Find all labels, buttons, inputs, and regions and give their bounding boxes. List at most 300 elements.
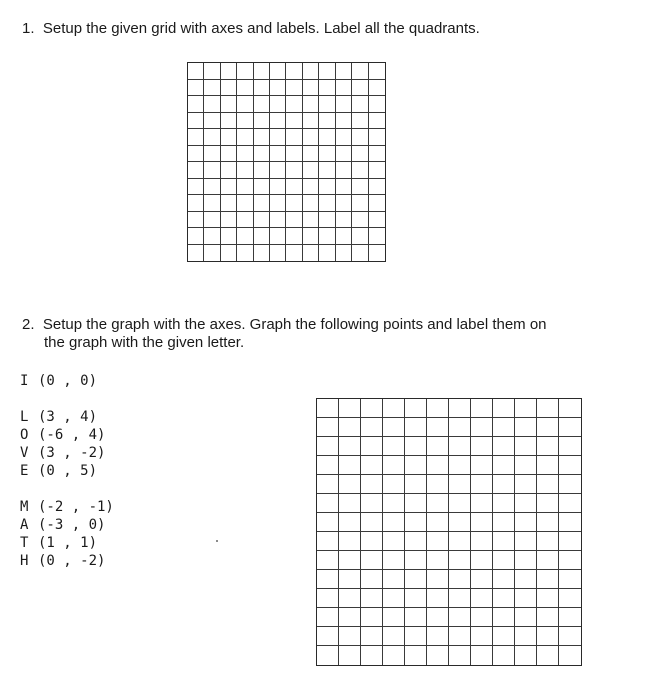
grid-2-cell — [471, 494, 493, 513]
point-coordinates: (-2 , -1) — [38, 499, 114, 515]
grid-2-cell — [383, 494, 405, 513]
grid-2-cell — [361, 589, 383, 608]
grid-2-cell — [317, 399, 339, 418]
question-1-number: 1. — [22, 20, 35, 37]
point-letter: T — [20, 535, 29, 551]
question-2-prompt-continued — [44, 334, 244, 352]
grid-1-cell — [221, 212, 237, 229]
grid-1-cell — [254, 228, 270, 245]
grid-1-cell — [352, 162, 368, 179]
grid-1-cell — [352, 129, 368, 146]
grid-1-cell — [286, 146, 302, 163]
grid-2-cell — [339, 399, 361, 418]
grid-1-cell — [319, 129, 335, 146]
grid-1-cell — [270, 195, 286, 212]
grid-2-cell — [449, 646, 471, 665]
grid-1-cell — [221, 96, 237, 113]
grid-1-cell — [303, 63, 319, 80]
grid-2-cell — [515, 627, 537, 646]
grid-1-cell — [352, 63, 368, 80]
grid-1-cell — [270, 80, 286, 97]
grid-2-cell — [405, 608, 427, 627]
grid-1-cell — [204, 146, 220, 163]
grid-1-cell — [188, 162, 204, 179]
grid-1-cell — [188, 228, 204, 245]
grid-1-cell — [286, 195, 302, 212]
grid-2-cell — [339, 456, 361, 475]
grid-1-cell — [319, 245, 335, 262]
point-coordinates: (0 , 5) — [38, 463, 98, 479]
grid-2-cell — [449, 475, 471, 494]
grid-2-cell — [493, 399, 515, 418]
grid-2-cell — [537, 551, 559, 570]
grid-1-cell — [286, 96, 302, 113]
grid-2-cell — [427, 646, 449, 665]
point-item — [20, 516, 114, 534]
grid-1-cell — [270, 179, 286, 196]
grid-2-cell — [471, 456, 493, 475]
grid-2-cell — [471, 513, 493, 532]
grid-2-cell — [317, 646, 339, 665]
grid-1-cell — [286, 63, 302, 80]
grid-2-cell — [383, 475, 405, 494]
grid-1-cell — [319, 162, 335, 179]
grid-2-cell — [317, 456, 339, 475]
grid-1-cell — [286, 179, 302, 196]
grid-2-cell — [427, 532, 449, 551]
grid-1-cell — [204, 129, 220, 146]
grid-2-cell — [361, 399, 383, 418]
grid-2-cell — [493, 627, 515, 646]
grid-2-cell — [361, 551, 383, 570]
grid-1-cell — [254, 146, 270, 163]
grid-2-cell — [515, 646, 537, 665]
grid-1-cell — [221, 129, 237, 146]
grid-2-cell — [383, 399, 405, 418]
grid-2-cell — [493, 494, 515, 513]
grid-2-cell — [405, 513, 427, 532]
grid-1-cell — [319, 212, 335, 229]
grid-1-cell — [270, 96, 286, 113]
grid-2-cell — [471, 437, 493, 456]
grid-1-cell — [188, 195, 204, 212]
grid-2-cell — [559, 570, 581, 589]
grid-1-cell — [204, 179, 220, 196]
grid-1-cell — [221, 113, 237, 130]
grid-1-cell — [352, 245, 368, 262]
grid-2-cell — [361, 437, 383, 456]
grid-1-cell — [254, 63, 270, 80]
grid-2-cell — [493, 437, 515, 456]
point-coordinates: (0 , 0) — [38, 373, 98, 389]
grid-1-cell — [369, 212, 385, 229]
grid-1-cell — [336, 179, 352, 196]
grid-2-cell — [383, 418, 405, 437]
grid-2-cell — [405, 494, 427, 513]
grid-2-cell — [559, 532, 581, 551]
stray-mark — [216, 540, 218, 542]
grid-1-cell — [221, 179, 237, 196]
grid-1-cell — [237, 129, 253, 146]
grid-1-cell — [270, 146, 286, 163]
grid-2-cell — [317, 627, 339, 646]
grid-1-cell — [352, 228, 368, 245]
grid-2-cell — [449, 437, 471, 456]
point-item — [20, 552, 114, 570]
grid-2-cell — [515, 418, 537, 437]
grid-2-cell — [361, 570, 383, 589]
grid-2-cell — [405, 646, 427, 665]
grid-2-cell — [361, 513, 383, 532]
grid-2-cell — [493, 532, 515, 551]
grid-2-cell — [493, 513, 515, 532]
point-coordinates: (1 , 1) — [38, 535, 98, 551]
grid-1-cell — [237, 195, 253, 212]
grid-2-cell — [339, 551, 361, 570]
grid-1-cell — [254, 179, 270, 196]
grid-2-cell — [515, 532, 537, 551]
grid-1-cell — [270, 245, 286, 262]
grid-1-cell — [369, 228, 385, 245]
grid-2-cell — [361, 475, 383, 494]
grid-2-cell — [405, 551, 427, 570]
grid-2-cell — [537, 570, 559, 589]
grid-1-cell — [204, 212, 220, 229]
grid-1-cell — [336, 146, 352, 163]
grid-1-cell — [336, 195, 352, 212]
point-letter: H — [20, 553, 29, 569]
point-coordinates: (3 , 4) — [38, 409, 98, 425]
grid-2-cell — [559, 456, 581, 475]
grid-2-cell — [405, 475, 427, 494]
grid-2-cell — [537, 475, 559, 494]
grid-1-cell — [286, 228, 302, 245]
grid-2-cell — [493, 456, 515, 475]
grid-2-cell — [383, 456, 405, 475]
grid-1-cell — [237, 245, 253, 262]
grid-1-cell — [188, 63, 204, 80]
grid-2-cell — [339, 570, 361, 589]
grid-2-cell — [427, 456, 449, 475]
point-coordinates: (3 , -2) — [38, 445, 106, 461]
grid-2-cell — [449, 513, 471, 532]
grid-1-cell — [204, 63, 220, 80]
grid-1-cell — [336, 63, 352, 80]
grid-1-cell — [237, 96, 253, 113]
grid-2-cell — [361, 532, 383, 551]
grid-2-cell — [537, 513, 559, 532]
question-1-prompt — [22, 20, 480, 38]
grid-1-cell — [237, 113, 253, 130]
grid-2-cell — [493, 418, 515, 437]
grid-1-cell — [204, 162, 220, 179]
grid-1-cell — [352, 96, 368, 113]
grid-1-cell — [221, 228, 237, 245]
grid-2-cell — [449, 399, 471, 418]
grid-2-cell — [559, 494, 581, 513]
grid-2-cell — [405, 437, 427, 456]
grid-2-cell — [383, 513, 405, 532]
grid-2-cell — [449, 608, 471, 627]
grid-2-cell — [493, 475, 515, 494]
grid-1-cell — [188, 80, 204, 97]
grid-2-cell — [339, 494, 361, 513]
grid-2-cell — [427, 627, 449, 646]
point-letter: A — [20, 517, 29, 533]
grid-2-cell — [427, 475, 449, 494]
grid-2-cell — [537, 627, 559, 646]
grid-1-cell — [188, 212, 204, 229]
grid-1-cell — [254, 212, 270, 229]
grid-1-cell — [254, 113, 270, 130]
grid-2-cell — [537, 608, 559, 627]
grid-2-cell — [405, 418, 427, 437]
grid-1-cell — [303, 96, 319, 113]
point-letter: L — [20, 409, 29, 425]
grid-1-cell — [221, 80, 237, 97]
grid-2-cell — [427, 494, 449, 513]
grid-2-cell — [383, 551, 405, 570]
grid-2-cell — [537, 418, 559, 437]
grid-1-cell — [270, 162, 286, 179]
grid-2-cell — [427, 399, 449, 418]
grid-1-cell — [303, 146, 319, 163]
group-spacer — [20, 480, 114, 498]
question-2-number: 2. — [22, 316, 35, 333]
grid-2-cell — [471, 532, 493, 551]
grid-2-cell — [493, 570, 515, 589]
grid-1-cell — [336, 129, 352, 146]
grid-1-cell — [319, 146, 335, 163]
grid-1-cell — [369, 245, 385, 262]
grid-2-cell — [339, 532, 361, 551]
grid-1-cell — [369, 80, 385, 97]
grid-2-cell — [317, 608, 339, 627]
grid-2-cell — [471, 418, 493, 437]
grid-2-cell — [471, 608, 493, 627]
grid-2-cell — [449, 551, 471, 570]
grid-2-cell — [493, 646, 515, 665]
grid-2-cell — [317, 513, 339, 532]
grid-2-cell — [537, 532, 559, 551]
grid-2-cell — [471, 475, 493, 494]
grid-1-cell — [237, 228, 253, 245]
grid-2-cell — [427, 437, 449, 456]
grid-2-cell — [427, 418, 449, 437]
grid-1-cell — [286, 162, 302, 179]
grid-1-cell — [319, 96, 335, 113]
grid-2-cell — [361, 418, 383, 437]
grid-2-cell — [471, 627, 493, 646]
grid-1-cell — [270, 212, 286, 229]
grid-1-cell — [270, 63, 286, 80]
grid-1-cell — [221, 245, 237, 262]
grid-2-cell — [317, 532, 339, 551]
point-letter: M — [20, 499, 29, 515]
question-1-grid — [187, 62, 386, 262]
question-2-text-line-1: Setup the graph with the axes. Graph the following points and label them on — [42, 316, 547, 333]
grid-2-cell — [559, 513, 581, 532]
question-1-text: Setup the given grid with axes and labels. Label all the quadrants. — [42, 20, 480, 37]
grid-2-cell — [537, 494, 559, 513]
grid-2-cell — [515, 399, 537, 418]
grid-1-cell — [237, 146, 253, 163]
grid-2-cell — [559, 551, 581, 570]
grid-2-cell — [339, 589, 361, 608]
grid-2-cell — [449, 627, 471, 646]
grid-2-cell — [559, 475, 581, 494]
grid-2-cell — [515, 437, 537, 456]
grid-2-cell — [559, 646, 581, 665]
grid-2-cell — [559, 589, 581, 608]
grid-1-cell — [369, 162, 385, 179]
grid-2-cell — [537, 399, 559, 418]
grid-1-cell — [237, 63, 253, 80]
grid-1-cell — [254, 245, 270, 262]
grid-2-cell — [537, 437, 559, 456]
grid-1-cell — [319, 113, 335, 130]
grid-2-cell — [383, 608, 405, 627]
grid-1-cell — [303, 212, 319, 229]
grid-2-cell — [537, 646, 559, 665]
grid-2-cell — [317, 475, 339, 494]
grid-2-cell — [515, 456, 537, 475]
grid-1-cell — [303, 113, 319, 130]
grid-1-cell — [303, 80, 319, 97]
grid-2-cell — [537, 589, 559, 608]
point-coordinates: (-3 , 0) — [38, 517, 106, 533]
grid-2-cell — [427, 589, 449, 608]
grid-1-cell — [188, 146, 204, 163]
grid-2-cell — [471, 551, 493, 570]
grid-1-cell — [319, 63, 335, 80]
grid-1-cell — [188, 179, 204, 196]
grid-1-cell — [286, 245, 302, 262]
grid-2-cell — [515, 570, 537, 589]
grid-2-cell — [537, 456, 559, 475]
grid-2-cell — [493, 608, 515, 627]
point-coordinates: (-6 , 4) — [38, 427, 106, 443]
grid-1-cell — [204, 80, 220, 97]
grid-2-cell — [317, 551, 339, 570]
grid-1-cell — [221, 146, 237, 163]
grid-2-cell — [427, 608, 449, 627]
grid-1-cell — [286, 80, 302, 97]
grid-2-cell — [361, 646, 383, 665]
question-2-prompt — [22, 316, 547, 334]
grid-2-cell — [449, 494, 471, 513]
grid-2-cell — [339, 608, 361, 627]
grid-1-cell — [204, 245, 220, 262]
grid-2-cell — [317, 494, 339, 513]
point-item — [20, 498, 114, 516]
grid-1-cell — [254, 162, 270, 179]
grid-1-cell — [254, 80, 270, 97]
grid-1-cell — [237, 212, 253, 229]
grid-2-cell — [339, 627, 361, 646]
grid-1-cell — [188, 96, 204, 113]
grid-2-cell — [339, 418, 361, 437]
grid-2-cell — [339, 513, 361, 532]
grid-2-cell — [405, 532, 427, 551]
point-letter: I — [20, 373, 29, 389]
grid-2-cell — [471, 646, 493, 665]
grid-1-cell — [270, 228, 286, 245]
grid-2-cell — [515, 513, 537, 532]
grid-2-cell — [339, 646, 361, 665]
grid-2-cell — [317, 418, 339, 437]
grid-1-cell — [270, 129, 286, 146]
grid-2-cell — [383, 437, 405, 456]
point-letter: O — [20, 427, 29, 443]
grid-2-cell — [515, 475, 537, 494]
grid-2-cell — [339, 475, 361, 494]
grid-1-cell — [303, 129, 319, 146]
grid-2-cell — [449, 570, 471, 589]
grid-2-cell — [559, 437, 581, 456]
point-item — [20, 426, 114, 444]
grid-2-cell — [405, 627, 427, 646]
grid-2-cell — [361, 494, 383, 513]
grid-1-cell — [204, 113, 220, 130]
grid-1-cell — [237, 80, 253, 97]
grid-1-cell — [336, 212, 352, 229]
grid-1-cell — [286, 129, 302, 146]
grid-1-cell — [204, 195, 220, 212]
grid-1-cell — [254, 129, 270, 146]
grid-1-cell — [369, 96, 385, 113]
grid-1-cell — [270, 113, 286, 130]
grid-2-cell — [427, 570, 449, 589]
grid-2-cell — [471, 589, 493, 608]
grid-1-cell — [336, 113, 352, 130]
grid-1-cell — [237, 179, 253, 196]
point-item — [20, 372, 114, 390]
grid-1-cell — [319, 80, 335, 97]
grid-1-cell — [336, 162, 352, 179]
grid-2-cell — [493, 551, 515, 570]
grid-1-cell — [204, 228, 220, 245]
grid-1-cell — [352, 195, 368, 212]
grid-2-cell — [515, 551, 537, 570]
grid-1-cell — [336, 80, 352, 97]
grid-1-cell — [188, 129, 204, 146]
grid-2-cell — [559, 627, 581, 646]
grid-1-cell — [303, 162, 319, 179]
grid-2-cell — [493, 589, 515, 608]
grid-2-cell — [449, 456, 471, 475]
point-letter: V — [20, 445, 29, 461]
grid-2-cell — [471, 399, 493, 418]
grid-2-cell — [361, 608, 383, 627]
point-letter: E — [20, 463, 29, 479]
grid-2-cell — [515, 608, 537, 627]
grid-1-cell — [204, 96, 220, 113]
grid-2-cell — [361, 627, 383, 646]
grid-2-cell — [559, 418, 581, 437]
point-coordinates: (0 , -2) — [38, 553, 106, 569]
group-spacer — [20, 390, 114, 408]
point-item — [20, 408, 114, 426]
grid-1-cell — [369, 146, 385, 163]
grid-1-cell — [336, 228, 352, 245]
grid-1-cell — [221, 195, 237, 212]
grid-1-cell — [369, 63, 385, 80]
grid-1-cell — [188, 245, 204, 262]
grid-1-cell — [336, 96, 352, 113]
point-item — [20, 444, 114, 462]
grid-2-cell — [405, 589, 427, 608]
